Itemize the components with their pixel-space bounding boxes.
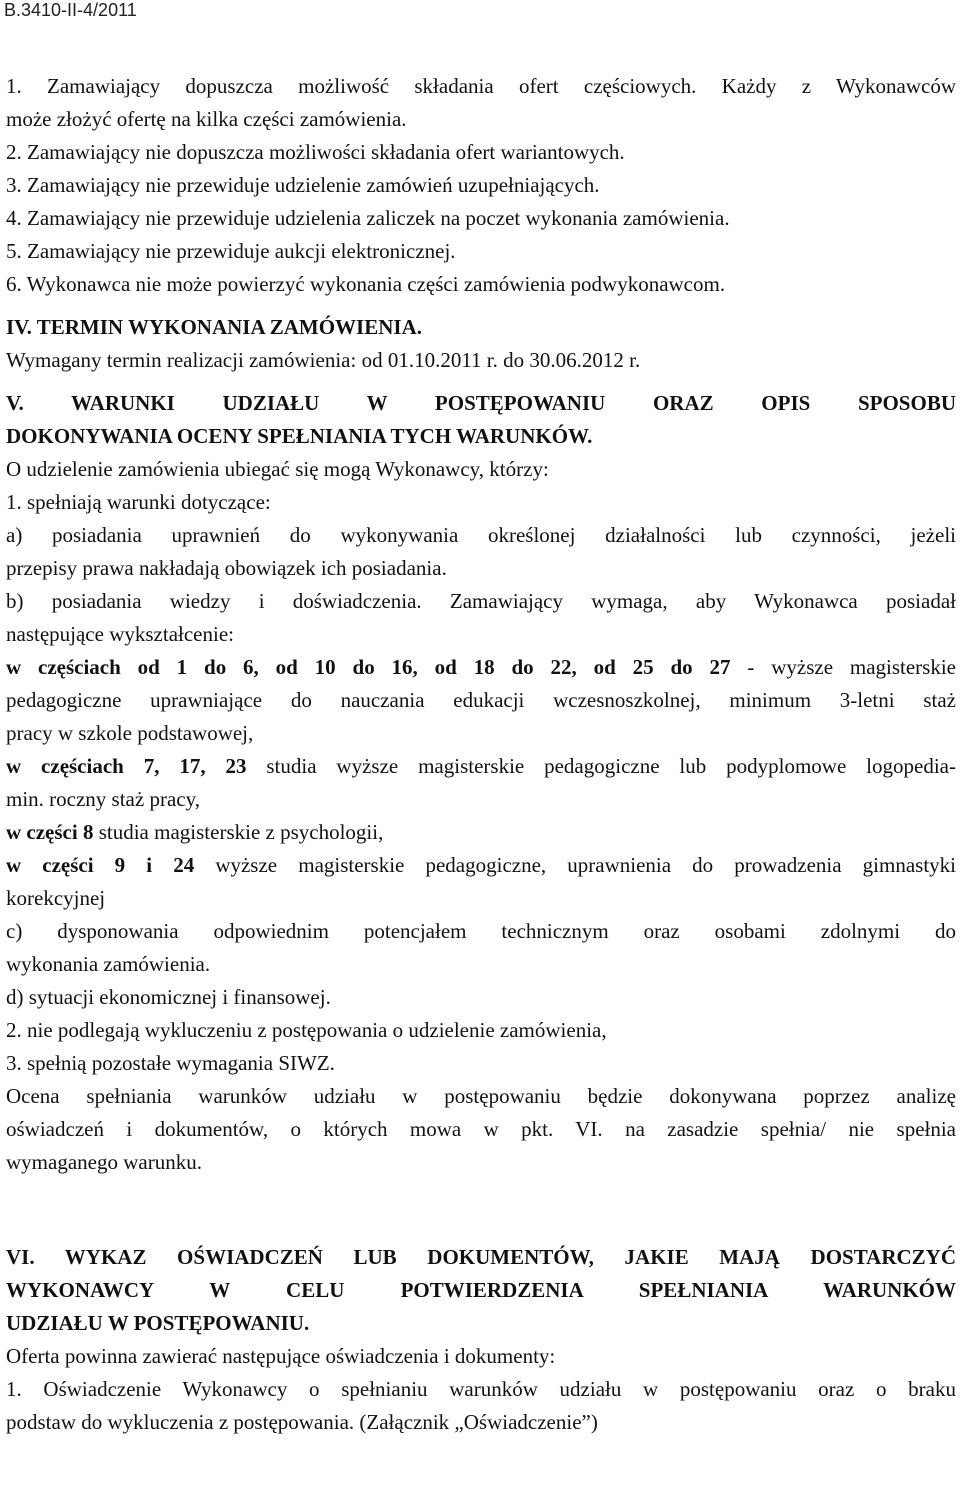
section-iv (6, 311, 956, 377)
list-item: może złożyć ofertę na kilka części zamówienia. (6, 107, 407, 131)
list-item: 1. Zamawiający dopuszcza możliwość składania ofert częściowych. Każdy z Wykonawców (6, 74, 956, 98)
paragraph: korekcyjnej (6, 886, 106, 910)
paragraph: wykonania zamówienia. (6, 952, 211, 976)
paragraph: Ocena spełniania warunków udziału w postępowaniu będzie dokonywana poprzez analizę (6, 1084, 956, 1108)
requirement-line (6, 750, 956, 783)
paragraph: wymaganego warunku. (6, 1150, 202, 1174)
paragraph: 3. spełnią pozostałe wymagania SIWZ. (6, 1051, 335, 1075)
paragraph: oświadczeń i dokumentów, o których mowa w pkt. VI. na zasadzie spełnia/ nie spełnia (6, 1117, 956, 1141)
list-item: 6. Wykonawca nie może powierzyć wykonania części zamówienia podwykonawcom. (6, 272, 726, 296)
requirement-line (6, 849, 956, 882)
section-heading: V. WARUNKI UDZIAŁU W POSTĘPOWANIU ORAZ OPIS SPOSOBU (6, 391, 956, 415)
paragraph: Oferta powinna zawierać następujące oświadczenia i dokumenty: (6, 1344, 556, 1368)
paragraph: pedagogiczne uprawniające do nauczania edukacji wczesnoszkolnej, minimum 3-letni staż (6, 688, 956, 712)
paragraph: 2. nie podlegają wykluczeniu z postępowania o udzielenie zamówienia, (6, 1018, 607, 1042)
section-heading: DOKONYWANIA OCENY SPEŁNIANIA TYCH WARUNKÓW. (6, 424, 593, 448)
paragraph: przepisy prawa nakładają obowiązek ich posiadania. (6, 556, 447, 580)
requirement-text: wyższe magisterskie pedagogiczne, uprawnienia do prowadzenia gimnastyki (194, 853, 956, 877)
paragraph: 1. Oświadczenie Wykonawcy o spełnianiu warunków udziału w postępowaniu oraz o braku (6, 1377, 956, 1401)
section-heading: VI. WYKAZ OŚWIADCZEŃ LUB DOKUMENTÓW, JAKIE MAJĄ DOSTARCZYĆ (6, 1245, 956, 1269)
paragraph: d) sytuacji ekonomicznej i finansowej. (6, 985, 331, 1009)
paragraph: min. roczny staż pracy, (6, 787, 200, 811)
list-item: 3. Zamawiający nie przewiduje udzielenie zamówień uzupełniających. (6, 173, 600, 197)
paragraph: a) posiadania uprawnień do wykonywania określonej działalności lub czynności, jeżeli (6, 523, 956, 547)
paragraph: c) dysponowania odpowiednim potencjałem technicznym oraz osobami zdolnymi do (6, 919, 956, 943)
paragraph: pracy w szkole podstawowej, (6, 721, 254, 745)
section-heading: WYKONAWCY W CELU POTWIERDZENIA SPEŁNIANIA WARUNKÓW (6, 1278, 956, 1302)
intro-list (6, 70, 956, 301)
requirement-parts: w częściach od 1 do 6, od 10 do 16, od 18 do 22, od 25 do 27 (6, 655, 731, 679)
requirement-line (6, 816, 956, 849)
requirement-parts: w częściach 7, 17, 23 (6, 754, 247, 778)
paragraph: podstaw do wykluczenia z postępowania. (Załącznik „Oświadczenie”) (6, 1410, 598, 1434)
paragraph: b) posiadania wiedzy i doświadczenia. Zamawiający wymaga, aby Wykonawca posiadał (6, 589, 956, 613)
section-heading: IV. TERMIN WYKONANIA ZAMÓWIENIA. (6, 315, 422, 339)
requirement-parts: w części 8 (6, 820, 94, 844)
requirement-text: studia magisterskie z psychologii, (93, 820, 384, 844)
requirement-parts: w części 9 i 24 (6, 853, 195, 877)
list-item: 5. Zamawiający nie przewiduje aukcji elektronicznej. (6, 239, 456, 263)
requirement-text: studia wyższe magisterskie pedagogiczne lub podyplomowe logopedia- (246, 754, 956, 778)
paragraph: O udzielenie zamówienia ubiegać się mogą Wykonawcy, którzy: (6, 457, 549, 481)
section-vi (6, 1241, 956, 1439)
list-item: 4. Zamawiający nie przewiduje udzielenia zaliczek na poczet wykonania zamówienia. (6, 206, 730, 230)
section-heading: UDZIAŁU W POSTĘPOWANIU. (6, 1311, 310, 1335)
requirement-text: - wyższe magisterskie (730, 655, 956, 679)
list-item: 2. Zamawiający nie dopuszcza możliwości składania ofert wariantowych. (6, 140, 625, 164)
document-body (6, 70, 956, 1439)
document-reference: B.3410-II-4/2011 (4, 0, 137, 20)
section-v (6, 387, 956, 1179)
paragraph: 1. spełniają warunki dotyczące: (6, 490, 271, 514)
requirement-line (6, 651, 956, 684)
paragraph: Wymagany termin realizacji zamówienia: od 01.10.2011 r. do 30.06.2012 r. (6, 348, 641, 372)
paragraph: następujące wykształcenie: (6, 622, 234, 646)
